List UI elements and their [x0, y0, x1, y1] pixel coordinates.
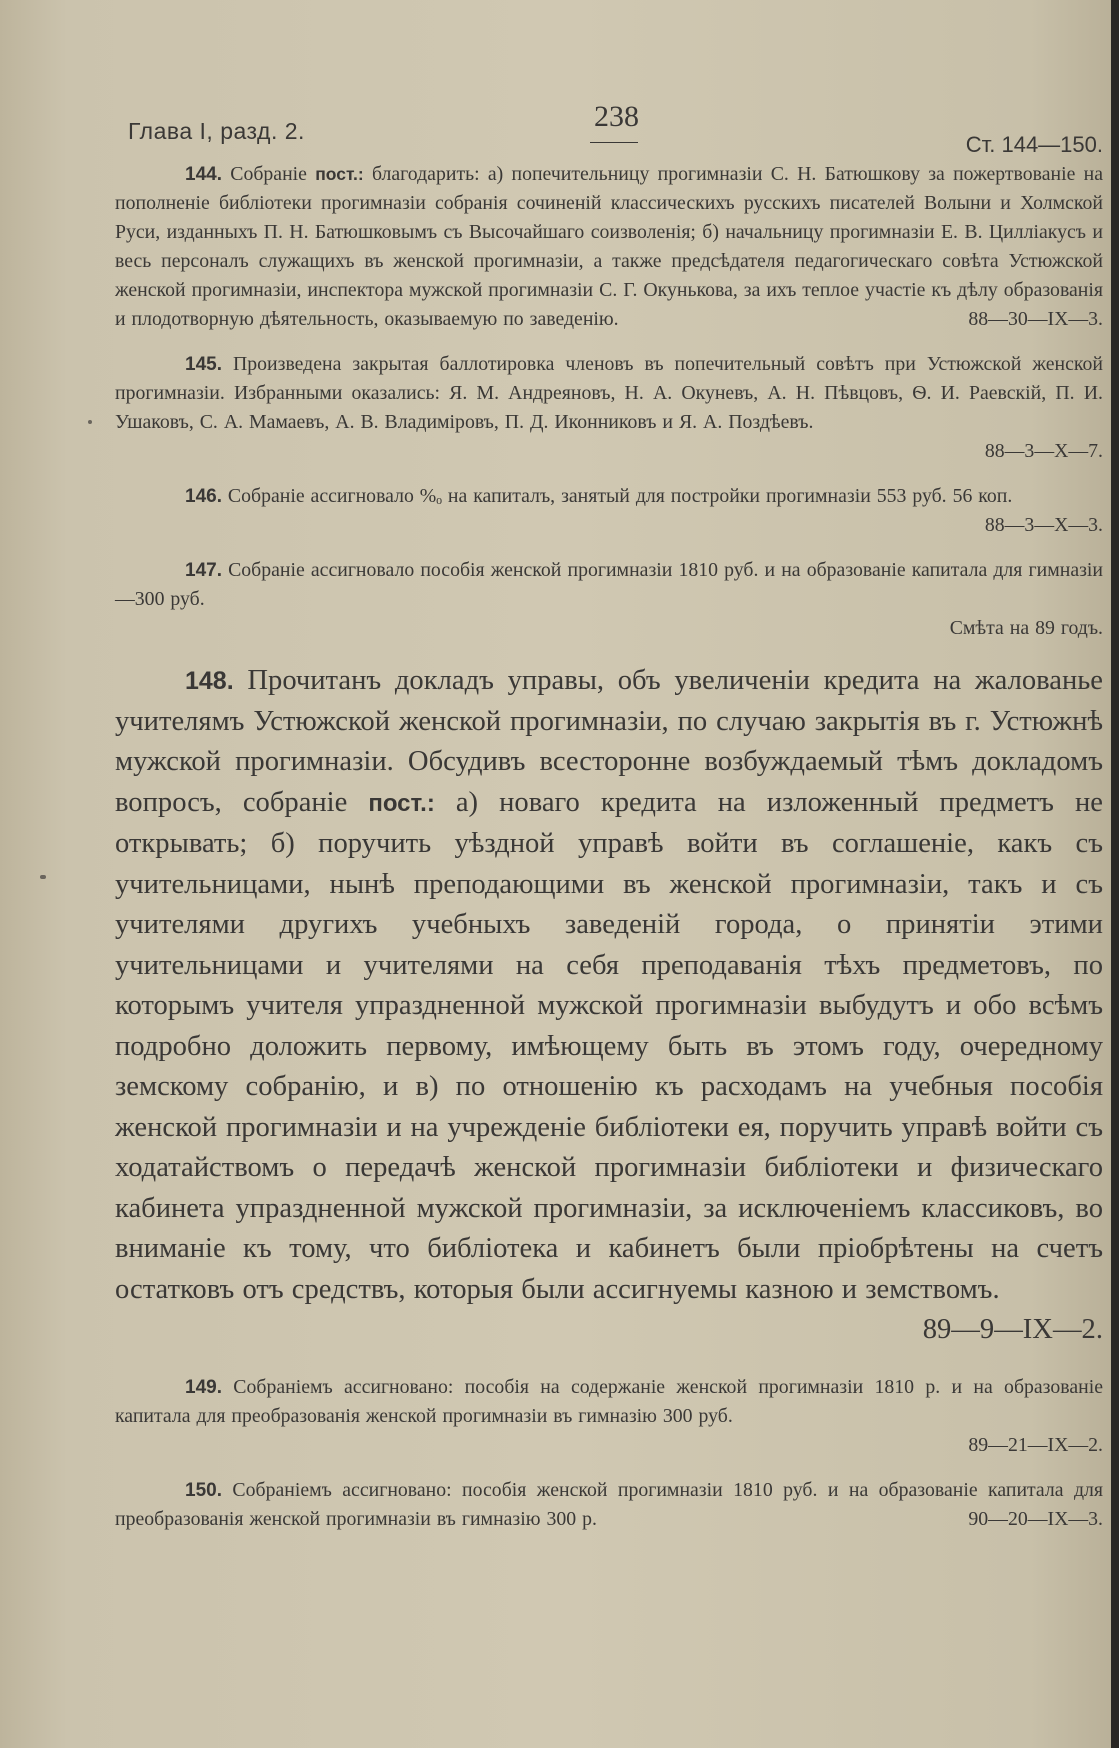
- article-text: благодарить: а) попечительницу прогимназіи С. Н. Батюшкову за пожертвованіе на пополненіе библіотеки прогимназіи собранія сочиненій классическихъ русскихъ писателей Волыни и Холмской Руси, изданныхъ П. Н. Батюшковымъ съ Высочайшаго соизволенія; б) начальницу прогимназіи Е. В. Цилліакусъ и весь персоналъ служащихъ въ женской прогимназіи, а также предсѣдателя педагогическаго совѣта Устюжской женской прогимназіи, инспектора мужской прогимназіи С. Г. Окунькова, за ихъ теплое участіе къ дѣлу образованія и плодотворную дѣятельность, оказываемую по заведенію.: [115, 163, 1103, 330]
- resolution-marker: пост.:: [315, 164, 364, 184]
- article-text: Произведена закрытая баллотировка членовъ въ попечительный совѣтъ при Устюжской женской прогимназіи. Избранными оказались: Я. М. Андреяновъ, Н. А. Окуневъ, А. Н. Пѣвцовъ, Ѳ. И. Раевскій, П. И. Ушаковъ, С. А. Мамаевъ, А. В. Владиміровъ, П. Д. Иконниковъ и Я. А. Поздѣевъ.: [115, 353, 1103, 433]
- page-number-rule: [590, 142, 638, 143]
- article-150: [115, 1476, 1103, 1534]
- article-146: [115, 482, 1103, 540]
- article-reference: 90—20—IX—3.: [968, 1507, 1103, 1530]
- article-text: а) новаго кредита на изложенный предметъ не открывать; б) поручить уѣздной управѣ войти въ соглашеніе, какъ съ учительницами, нынѣ преподающими въ женской прогимназіи, такъ и съ учителями другихъ учебныхъ заведеній города, о принятіи этими учительницами и учителями на себя преподаванія тѣхъ предметовъ, по которымъ учителя упраздненной мужской прогимназіи выбудутъ и обо всѣмъ подробно доложить первому, имѣющему быть въ этомъ году, очередному земскому собранію, и в) по отношенію къ расходамъ на учебныя пособія женской прогимназіи и на учрежденіе библіотеки ея, поручить управѣ войти съ ходатайствомъ о передачѣ женской прогимназіи библіотеки и физическаго кабинета упраздненной мужской прогимназіи, за исключеніемъ классиковъ, во вниманіе къ тому, что библіотека и кабинетъ были пріобрѣтены на счетъ остатковъ отъ средствъ, которыя были ассигнуемы казною и земствомъ.: [115, 786, 1103, 1305]
- article-range: Ст. 144—150.: [965, 132, 1103, 157]
- article-number: 147.: [185, 560, 222, 581]
- article-number: 150.: [185, 1479, 222, 1501]
- article-reference: 89—9—IX—2.: [922, 1314, 1103, 1345]
- article-number: 148.: [185, 667, 234, 695]
- article-reference: 88—3—X—7.: [984, 440, 1103, 462]
- page-number: 238: [594, 100, 639, 133]
- article-147: [115, 556, 1103, 643]
- article-reference: 88—3—X—3.: [984, 514, 1103, 536]
- article-text-lead: Прочитанъ докладъ управы, объ увеличеніи кредита на жалованье учителямъ Устюжской женской прогимназіи, по случаю закрытія въ г. Устюжнѣ мужской прогимназіи. Обсудивъ всесторонне возбуждаемый тѣмъ докладомъ вопросъ, собраніе: [115, 665, 1103, 818]
- article-144: [115, 160, 1103, 334]
- article-149: [115, 1373, 1103, 1460]
- article-text: Собраніемъ ассигновано: пособія женской прогимназіи 1810 руб. и на образованіе капитала для преобразованія женской прогимназіи въ гимназію 300 р.: [115, 1478, 1103, 1530]
- running-header: [128, 100, 1103, 160]
- resolution-marker: пост.:: [368, 789, 435, 817]
- page-body: [115, 160, 1103, 1550]
- article-number: 146.: [185, 486, 222, 507]
- article-text: Собраніе ассигновало пособія женской прогимназіи 1810 руб. и на образованіе капитала для гимназіи—300 руб.: [115, 559, 1103, 610]
- article-number: 145.: [185, 354, 222, 375]
- article-number: 149.: [185, 1376, 222, 1398]
- page-edge-shadow: [1111, 0, 1119, 1748]
- article-reference: 88—30—IX—3.: [968, 308, 1103, 330]
- article-148: [115, 661, 1103, 1351]
- article-text-lead: Собраніе: [230, 163, 316, 185]
- article-text: Собраніе ассигновало %ₒ на капиталъ, занятый для постройки прогимназіи 553 руб. 56 коп.: [221, 485, 1013, 507]
- article-reference: 89—21—IX—2.: [968, 1433, 1103, 1456]
- article-145: [115, 350, 1103, 466]
- chapter-heading: Глава I, разд. 2.: [128, 118, 305, 144]
- article-text: Собраніемъ ассигновано: пособія на содержаніе женской прогимназіи 1810 р. и на образованіе капитала для преобразованія женской прогимназіи въ гимназію 300 руб.: [115, 1375, 1103, 1427]
- scan-speck: [88, 420, 92, 424]
- scan-speck: [40, 875, 46, 879]
- article-number: 144.: [185, 164, 222, 185]
- article-reference: Смѣта на 89 годъ.: [949, 617, 1103, 639]
